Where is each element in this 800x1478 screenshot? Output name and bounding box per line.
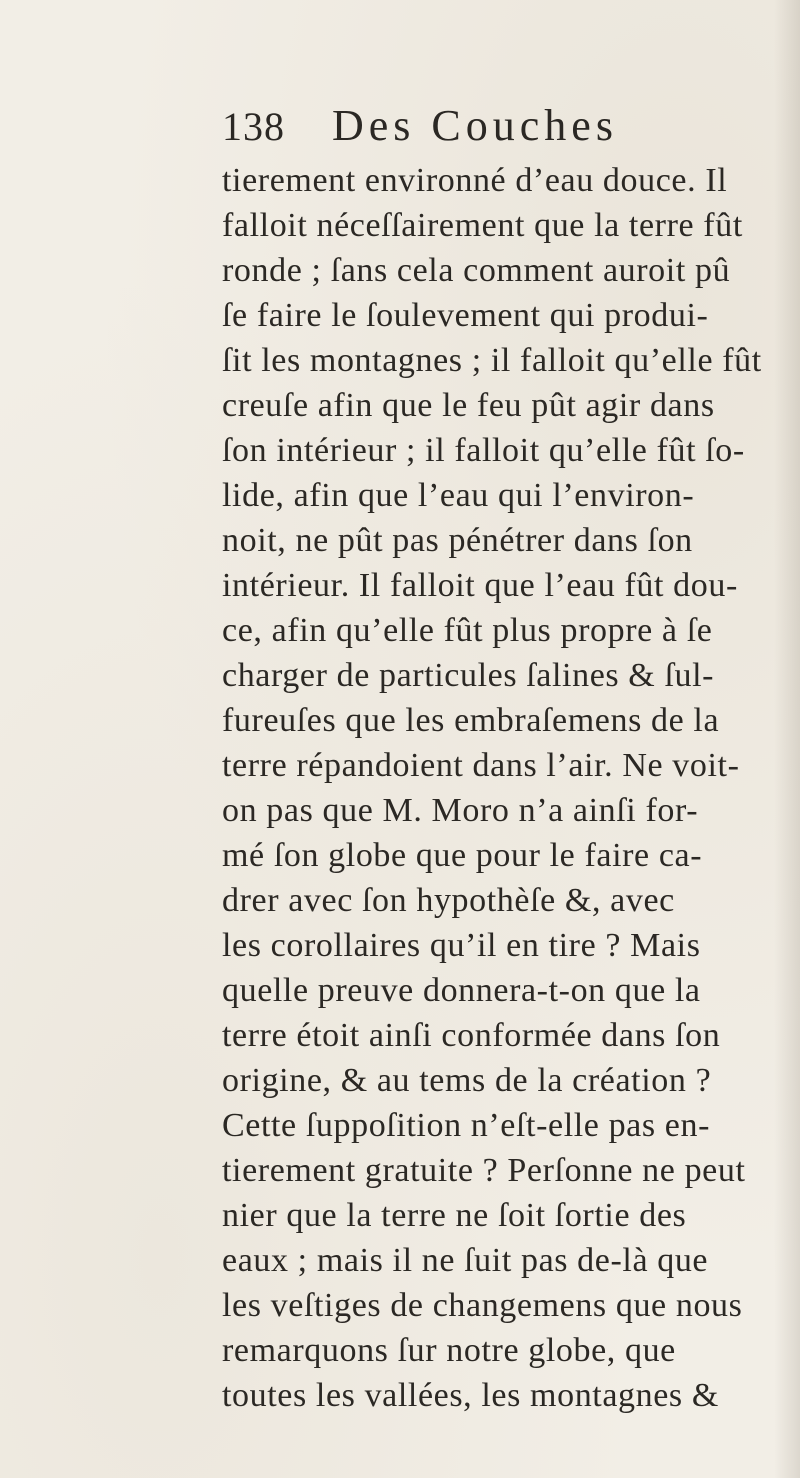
text-line: charger de particules ſalines & ſul- <box>222 657 715 694</box>
text-line: Cette ſuppoſition n’eſt-elle pas en- <box>222 1107 711 1144</box>
text-line: origine, & au tems de la création ? <box>222 1062 712 1099</box>
text-line: on pas que M. Moro n’a ainſi for- <box>222 792 699 829</box>
text-line: remarquons ſur notre globe, que <box>222 1332 676 1369</box>
text-line: toutes les vallées, les montagnes & <box>222 1377 719 1414</box>
text-line: creuſe afin que le feu pût agir dans <box>222 387 715 424</box>
text-line: lide, afin que l’eau qui l’environ- <box>222 477 695 514</box>
text-line: quelle preuve donnera-t-on que la <box>222 972 701 1009</box>
text-line: les veſtiges de changemens que nous <box>222 1287 743 1324</box>
text-line: intérieur. Il falloit que l’eau fût dou- <box>222 567 738 604</box>
text-line: tierement environné d’eau douce. Il <box>222 162 728 199</box>
text-line: terre répandoient dans l’air. Ne voit- <box>222 747 740 784</box>
text-line: terre étoit ainſi conformée dans ſon <box>222 1017 721 1054</box>
text-line: ſit les montagnes ; il falloit qu’elle fût <box>222 342 762 379</box>
text-line: ſon intérieur ; il falloit qu’elle fût ſo- <box>222 432 745 469</box>
page-number: 138 <box>222 104 285 149</box>
text-line: ſe faire le ſoulevement qui produi- <box>222 297 709 334</box>
body-text <box>222 158 782 1458</box>
text-line: falloit néceſſairement que la terre fût <box>222 207 743 244</box>
text-line: ronde ; ſans cela comment auroit pû <box>222 252 731 289</box>
text-line: les corollaires qu’il en tire ? Mais <box>222 927 701 964</box>
text-line: fureuſes que les embraſemens de la <box>222 702 720 739</box>
text-line: tierement gratuite ? Perſonne ne peut <box>222 1152 746 1189</box>
text-line: drer avec ſon hypothèſe &, avec <box>222 882 675 919</box>
text-line: ce, afin qu’elle fût plus propre à ſe <box>222 612 713 649</box>
text-line: nier que la terre ne ſoit ſortie des <box>222 1197 687 1234</box>
text-line: eaux ; mais il ne ſuit pas de-là que <box>222 1242 709 1279</box>
running-title: Des Couches <box>332 101 618 150</box>
page-header <box>222 100 782 152</box>
text-line: noit, ne pût pas pénétrer dans ſon <box>222 522 693 559</box>
text-line: mé ſon globe que pour le faire ca- <box>222 837 703 874</box>
